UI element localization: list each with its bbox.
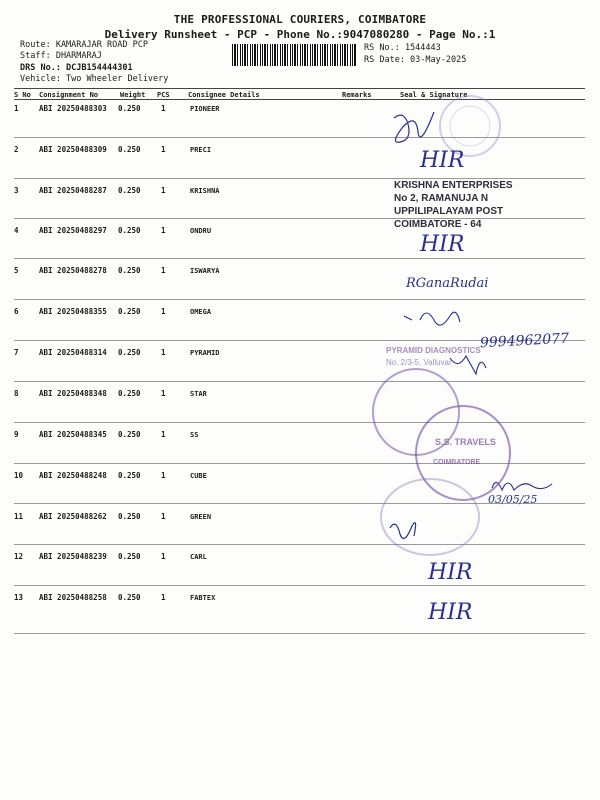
handwritten-hir: HIR <box>420 232 465 257</box>
handwritten-phone: 9994962077 <box>479 330 570 352</box>
row-weight: 0.250 <box>118 389 141 398</box>
col-consignment: Consignment No <box>39 91 99 99</box>
company-title: THE PROFESSIONAL COURIERS, COIMBATORE <box>173 13 427 26</box>
col-remarks: Remarks <box>342 91 372 99</box>
row-weight: 0.250 <box>118 307 141 316</box>
row-pcs: 1 <box>161 348 166 357</box>
row-sno: 13 <box>14 593 24 602</box>
row-weight: 0.250 <box>118 348 141 357</box>
row-weight: 0.250 <box>118 552 141 561</box>
krishna-stamp-line1: KRISHNA ENTERPRISES <box>394 180 513 191</box>
vehicle-text: Vehicle: Two Wheeler Delivery <box>20 74 169 84</box>
row-consignment: ABI 20250488239 <box>39 552 107 561</box>
row-pcs: 1 <box>161 104 166 113</box>
krishna-stamp-line3: UPPILIPALAYAM POST <box>394 206 504 217</box>
col-consignee: Consignee Details <box>188 91 260 99</box>
row-pcs: 1 <box>161 471 166 480</box>
row-sno: 8 <box>14 389 19 398</box>
drs-number: DRS No.: DCJB154444301 <box>20 63 133 73</box>
row-consignment: ABI 20250488355 <box>39 307 107 316</box>
row-pcs: 1 <box>161 512 166 521</box>
krishna-stamp-line2: No 2, RAMANUJA N <box>394 193 489 204</box>
row-sno: 5 <box>14 266 19 275</box>
row-weight: 0.250 <box>118 226 141 235</box>
row-sno: 3 <box>14 186 19 195</box>
row-consignee: GREEN <box>190 513 212 521</box>
staff-text: Staff: DHARMARAJ <box>20 51 102 61</box>
runsheet-subtitle: Delivery Runsheet - PCP - Phone No.:9047080280 - Page No.:1 <box>104 28 496 41</box>
barcode <box>232 44 356 66</box>
row-consignee: FABTEX <box>190 594 216 602</box>
row-consignment: ABI 20250488278 <box>39 266 107 275</box>
row-weight: 0.250 <box>118 430 141 439</box>
row-sno: 12 <box>14 552 24 561</box>
row-weight: 0.250 <box>118 471 141 480</box>
row-divider <box>14 633 585 634</box>
row-pcs: 1 <box>161 593 166 602</box>
handwritten-hir: HIR <box>428 560 473 585</box>
row-weight: 0.250 <box>118 593 141 602</box>
col-weight: Weight <box>120 91 146 99</box>
row-consignment: ABI 20250488303 <box>39 104 107 113</box>
col-pcs: PCS <box>157 91 170 99</box>
row-consignee: PIONEER <box>190 105 220 113</box>
handwritten-date: 03/05/25 <box>488 493 538 506</box>
row-consignment: ABI 20250488297 <box>39 226 107 235</box>
ss-travels-city: COIMBATORE <box>433 459 481 466</box>
row-pcs: 1 <box>161 186 166 195</box>
pyramid-stamp-line2: No. 2/3-5, Valluvar <box>386 358 452 367</box>
row-weight: 0.250 <box>118 104 141 113</box>
row-sno: 11 <box>14 512 24 521</box>
rs-date: RS Date: 03-May-2025 <box>364 55 467 65</box>
col-seal: Seal & Signature <box>400 91 468 99</box>
row-consignee: CARL <box>190 553 207 561</box>
row-consignee: PYRAMID <box>190 349 220 357</box>
row-consignee: CUBE <box>190 472 207 480</box>
route-text: Route: KAMARAJAR ROAD PCP <box>20 40 148 50</box>
row-sno: 9 <box>14 430 19 439</box>
row-consignment: ABI 20250488262 <box>39 512 107 521</box>
row-consignment: ABI 20250488258 <box>39 593 107 602</box>
faded-stamp <box>380 478 480 556</box>
row-sno: 6 <box>14 307 19 316</box>
row-pcs: 1 <box>161 266 166 275</box>
row-pcs: 1 <box>161 307 166 316</box>
row-weight: 0.250 <box>118 145 141 154</box>
handwritten-hir: HIR <box>420 148 465 173</box>
row-pcs: 1 <box>161 430 166 439</box>
row-consignment: ABI 20250488309 <box>39 145 107 154</box>
row-sno: 10 <box>14 471 24 480</box>
col-sno: S No <box>14 91 31 99</box>
row-consignee: SS <box>190 431 199 439</box>
row-consignee: OMEGA <box>190 308 212 316</box>
row-consignment: ABI 20250488345 <box>39 430 107 439</box>
row-pcs: 1 <box>161 145 166 154</box>
row-pcs: 1 <box>161 226 166 235</box>
handwritten-signature: RGanaRudai <box>406 276 489 291</box>
row-consignment: ABI 20250488287 <box>39 186 107 195</box>
row-sno: 7 <box>14 348 19 357</box>
row-consignment: ABI 20250488314 <box>39 348 107 357</box>
row-sno: 1 <box>14 104 19 113</box>
row-consignment: ABI 20250488248 <box>39 471 107 480</box>
row-pcs: 1 <box>161 552 166 561</box>
row-sno: 4 <box>14 226 19 235</box>
row-consignee: ONDRU <box>190 227 212 235</box>
row-weight: 0.250 <box>118 266 141 275</box>
rs-number: RS No.: 1544443 <box>364 43 441 53</box>
row-consignment: ABI 20250488348 <box>39 389 107 398</box>
row-consignee: PRECI <box>190 146 212 154</box>
row-weight: 0.250 <box>118 512 141 521</box>
row-sno: 2 <box>14 145 19 154</box>
pyramid-stamp-line1: PYRAMID DIAGNOSTICS <box>386 346 481 355</box>
ss-travels-name: S.S. TRAVELS <box>435 437 496 447</box>
row-weight: 0.250 <box>118 186 141 195</box>
krishna-stamp-line4: COIMBATORE - 64 <box>394 219 482 230</box>
row-consignee: STAR <box>190 390 207 398</box>
row-pcs: 1 <box>161 389 166 398</box>
handwritten-hir: HIR <box>428 600 473 625</box>
row-consignee: KRISHNA <box>190 187 220 195</box>
row-consignee: ISWARYA <box>190 267 220 275</box>
